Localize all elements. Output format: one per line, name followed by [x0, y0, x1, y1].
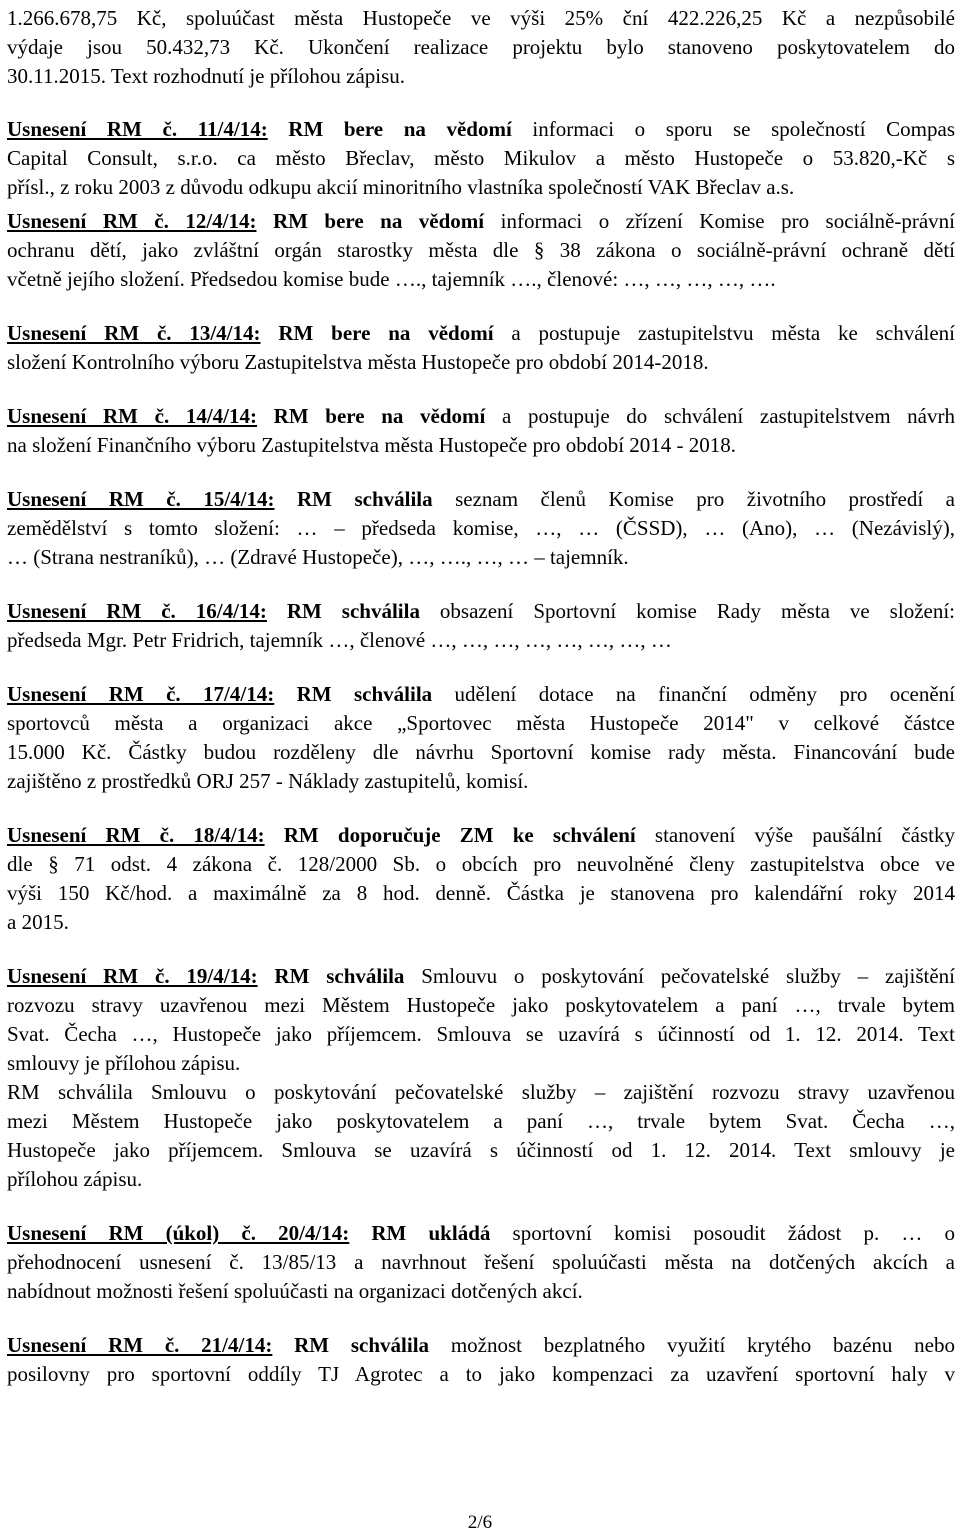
- text-span: informaci o zřízení Komise pro sociálně-právní: [484, 209, 955, 233]
- text-line: [7, 1136, 955, 1165]
- page-number: 2/6: [467, 1512, 493, 1533]
- text-line: [7, 821, 955, 850]
- text-line: [7, 485, 955, 514]
- text-line: [7, 680, 955, 709]
- text-span: 15.000 Kč. Částky budou rozděleny dle návrhu Sportovní komise rady města. Financování bude: [7, 740, 955, 764]
- text-line: [7, 709, 955, 738]
- text-span: smlouvy je přílohou zápisu.: [7, 1051, 241, 1075]
- resolution-verb: RM doporučuje ZM ke schválení: [283, 823, 636, 847]
- resolution-verb: RM ukládá: [371, 1221, 491, 1245]
- text-span: mezi Městem Hustopeče jako poskytovatelem a paní …, trvale bytem Svat. Čecha …,: [7, 1109, 955, 1133]
- resolution-heading: Usnesení RM č. 21/4/14:: [7, 1333, 273, 1357]
- text-span: rozvozu stravy uzavřenou mezi Městem Hustopeče jako poskytovatelem a paní …, trvale bytem: [7, 993, 955, 1017]
- text-span: výši 150 Kč/hod. a maximálně za 8 hod. denně. Částka je stanovena pro kalendářní roky 2014: [7, 881, 955, 905]
- resolution-verb: RM schválila: [286, 599, 420, 623]
- text-span: [274, 682, 296, 706]
- text-line: [7, 991, 955, 1020]
- text-span: 30.11.2015. Text rozhodnutí je přílohou zápisu.: [7, 64, 406, 88]
- resolution-verb: RM schválila: [294, 1333, 430, 1357]
- text-span: přílohou zápisu.: [7, 1167, 143, 1191]
- text-span: zajištěno z prostředků ORJ 257 - Náklady zastupitelů, komisí.: [7, 769, 529, 793]
- resolution-verb: RM schválila: [296, 487, 433, 511]
- text-line: [7, 1020, 955, 1049]
- text-span: [272, 1333, 294, 1357]
- text-span: a postupuje zastupitelstvu města ke schválení: [493, 321, 955, 345]
- resolution-verb: RM bere na vědomí: [278, 321, 494, 345]
- text-span: [275, 487, 297, 511]
- text-span: [349, 1221, 371, 1245]
- text-span: předseda Mgr. Petr Fridrich, tajemník …, členové …, …, …, …, …, …, …, …: [7, 628, 672, 652]
- text-span: stanovení výše paušální částky: [635, 823, 956, 847]
- text-line: [7, 115, 955, 144]
- text-line: [7, 1049, 240, 1078]
- resolution-heading: Usnesení RM č. 16/4/14:: [7, 599, 267, 623]
- text-span: ochranu dětí, jako zvláštní orgán starostky města dle § 38 zákona o sociálně-právní ochraně dětí: [7, 238, 955, 262]
- text-span: [265, 823, 284, 847]
- resolution-verb: RM bere na vědomí: [288, 117, 512, 141]
- text-line: [7, 207, 955, 236]
- text-line: [7, 597, 955, 626]
- text-span: Hustopeče jako příjemcem. Smlouva se uzavírá s účinností od 1. 12. 2014. Text smlouvy je: [7, 1138, 955, 1162]
- text-span: 1.266.678,75 Kč, spoluúčast města Hustopeče ve výši 25% ční 422.226,25 Kč a nezpůsobilé: [7, 6, 955, 30]
- text-line: [7, 319, 955, 348]
- text-span: [257, 404, 274, 428]
- text-span: Smlouvu o poskytování pečovatelské služby – zajištění: [404, 964, 955, 988]
- text-span: informaci o sporu se společností Compas: [511, 117, 955, 141]
- text-span: složení Kontrolního výboru Zastupitelstva města Hustopeče pro období 2014-2018.: [7, 350, 709, 374]
- text-span: sportovní komisi posoudit žádost p. … o: [490, 1221, 956, 1245]
- text-line: [7, 144, 955, 173]
- resolution-heading: Usnesení RM (úkol) č. 20/4/14:: [7, 1221, 350, 1245]
- text-span: a 2015.: [7, 910, 69, 934]
- text-span: [256, 209, 272, 233]
- text-line: [7, 348, 709, 377]
- resolution-heading: Usnesení RM č. 17/4/14:: [7, 682, 275, 706]
- text-line: [7, 173, 794, 202]
- text-line: [7, 33, 955, 62]
- resolution-heading: Usnesení RM č. 11/4/14:: [7, 117, 268, 141]
- text-line: [7, 62, 405, 91]
- text-span: seznam členů Komise pro životního prostředí a: [432, 487, 956, 511]
- text-span: [267, 599, 287, 623]
- text-span: posilovny pro sportovní oddíly TJ Agrotec a to jako kompenzaci za uzavření sportovní haly v: [7, 1362, 955, 1386]
- text-span: nabídnout možnosti řešení spoluúčasti na organizaci dotčených akcí.: [7, 1279, 583, 1303]
- text-line: [7, 767, 528, 796]
- text-line: [7, 1277, 583, 1306]
- text-span: možnost bezplatného využití krytého bazénu nebo: [429, 1333, 956, 1357]
- text-line: [7, 1331, 955, 1360]
- text-line: [7, 1360, 955, 1389]
- text-line: [7, 850, 955, 879]
- text-span: přehodnocení usnesení č. 13/85/13 a navrhnout řešení spoluúčasti města na dotčených akcích a: [7, 1250, 955, 1274]
- text-span: výdaje jsou 50.432,73 Kč. Ukončení realizace projektu bylo stanoveno poskytovatelem do: [7, 35, 955, 59]
- text-span: přísl., z roku 2003 z důvodu odkupu akcií minoritního vlastníka společností VAK Břeclav a.s.: [7, 175, 795, 199]
- resolution-verb: RM schválila: [296, 682, 433, 706]
- resolution-verb: RM schválila: [274, 964, 405, 988]
- resolution-heading: Usnesení RM č. 18/4/14:: [7, 823, 265, 847]
- text-span: [268, 117, 289, 141]
- text-line: [7, 514, 955, 543]
- text-span: na složení Finančního výboru Zastupitelstva města Hustopeče pro období 2014 - 2018.: [7, 433, 737, 457]
- text-line: [7, 431, 736, 460]
- resolution-heading: Usnesení RM č. 19/4/14:: [7, 964, 258, 988]
- text-span: obsazení Sportovní komise Rady města ve složení:: [419, 599, 955, 623]
- text-span: RM schválila Smlouvu o poskytování pečovatelské služby – zajištění rozvozu stravy uzavřenou: [7, 1080, 955, 1104]
- text-line: [7, 879, 955, 908]
- text-line: [7, 908, 69, 937]
- text-span: Svat. Čecha …, Hustopeče jako příjemcem. Smlouva se uzavírá s účinností od 1. 12. 2014. Text: [7, 1022, 955, 1046]
- text-span: sportovců města a organizaci akce „Sportovec města Hustopeče 2014" v celkové částce: [7, 711, 955, 735]
- text-line: [7, 4, 955, 33]
- text-line: [7, 265, 776, 294]
- text-span: [258, 964, 275, 988]
- text-line: [7, 738, 955, 767]
- text-span: [261, 321, 279, 345]
- text-line: [7, 1248, 955, 1277]
- text-span: zemědělství s tomto složení: … – předseda komise, …, … (ČSSD), … (Ano), … (Nezávislý),: [7, 516, 955, 540]
- text-line: [7, 543, 629, 572]
- text-line: [7, 1219, 955, 1248]
- text-line: [7, 1107, 955, 1136]
- text-span: včetně jejího složení. Předsedou komise bude …., tajemník …., členové: …, …, …, …, ….: [7, 267, 776, 291]
- text-span: Capital Consult, s.r.o. ca město Břeclav, město Mikulov a město Hustopeče o 53.820,-Kč s: [7, 146, 955, 170]
- text-line: [7, 626, 672, 655]
- resolution-heading: Usnesení RM č. 14/4/14:: [7, 404, 258, 428]
- resolution-heading: Usnesení RM č. 12/4/14:: [7, 209, 257, 233]
- text-line: [7, 1078, 955, 1107]
- resolution-verb: RM bere na vědomí: [272, 209, 485, 233]
- resolution-heading: Usnesení RM č. 15/4/14:: [7, 487, 275, 511]
- text-span: … (Strana nestraníků), … (Zdravé Hustopeče), …, …., …, … – tajemník.: [7, 545, 629, 569]
- text-line: [7, 236, 955, 265]
- text-span: a postupuje do schválení zastupitelstvem návrh: [485, 404, 955, 428]
- text-span: udělení dotace na finanční odměny pro ocenění: [432, 682, 955, 706]
- text-span: dle § 71 odst. 4 zákona č. 128/2000 Sb. o obcích pro neuvolněné členy zastupitelstva obce ve: [7, 852, 955, 876]
- text-line: [7, 962, 955, 991]
- resolution-verb: RM bere na vědomí: [273, 404, 486, 428]
- text-line: [7, 1165, 142, 1194]
- text-line: [7, 402, 955, 431]
- resolution-heading: Usnesení RM č. 13/4/14:: [7, 321, 261, 345]
